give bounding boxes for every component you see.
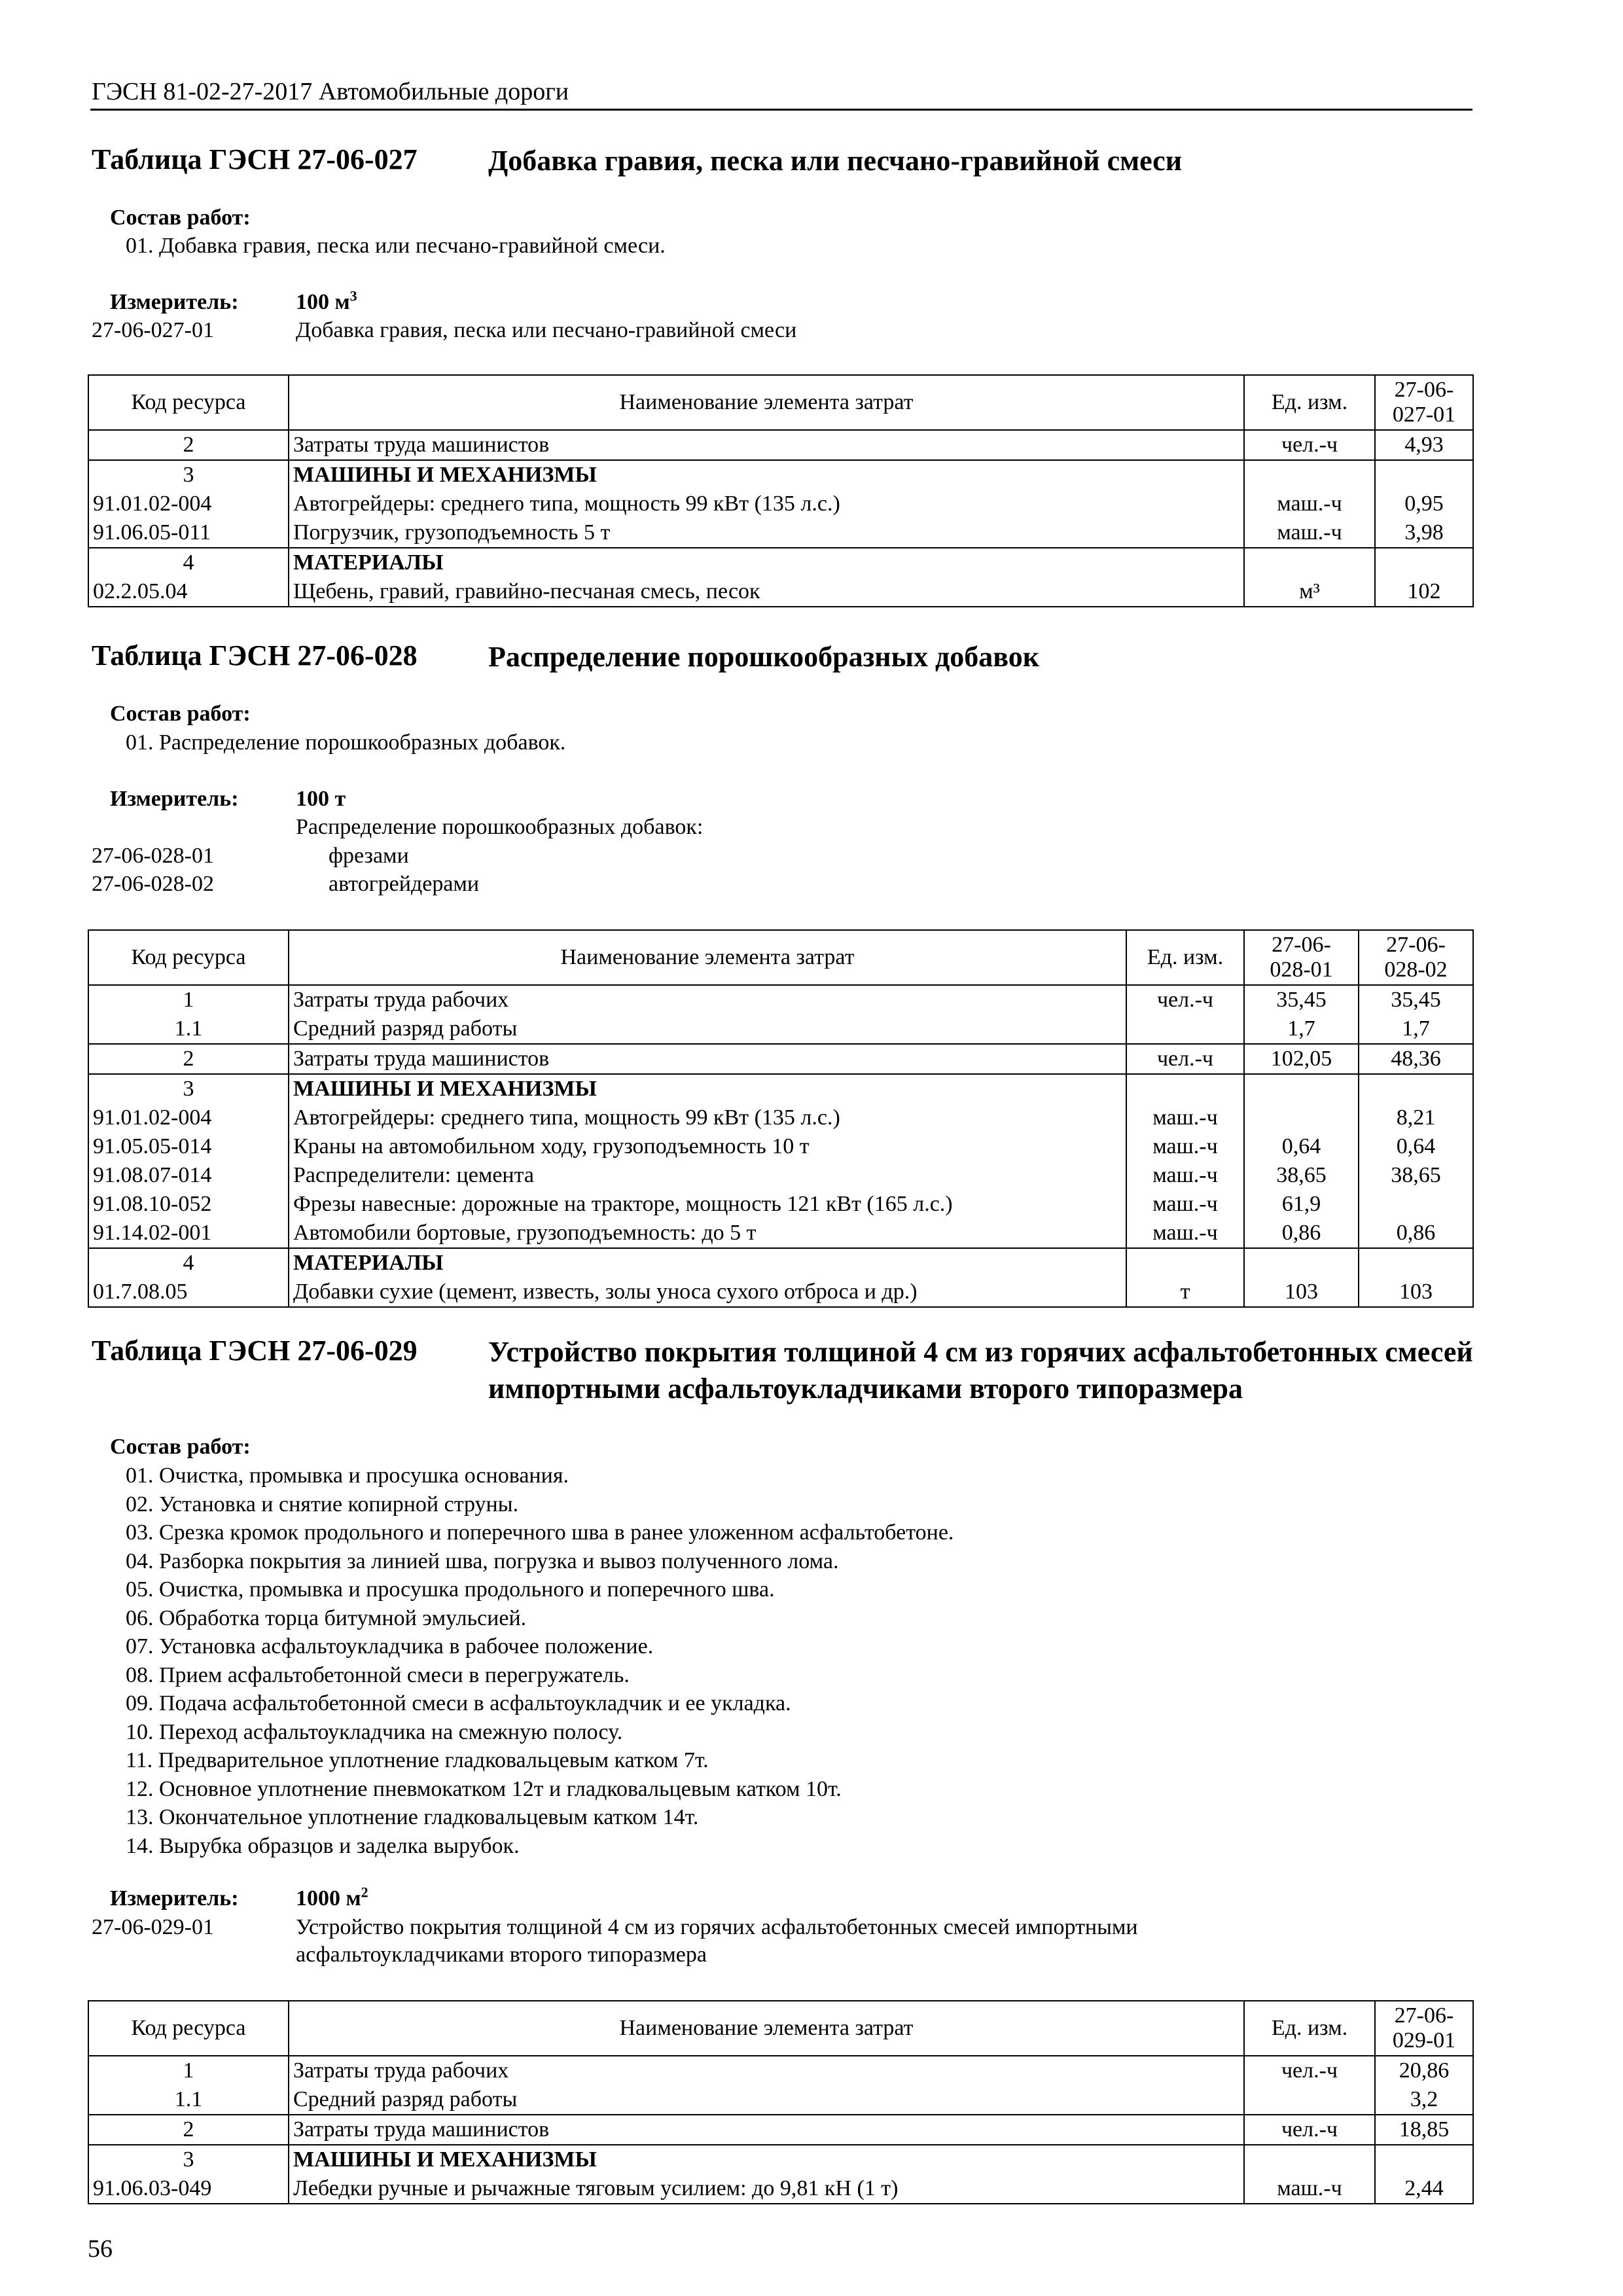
table-title: Добавка гравия, песка или песчано-гравийной смеси — [488, 145, 1183, 177]
cell-value: 0,95 — [1375, 490, 1473, 518]
cell-code: 91.06.03-049 — [88, 2174, 289, 2204]
cell-unit — [1244, 2085, 1375, 2115]
cell-value: 1,7 — [1359, 1014, 1473, 1044]
cell-unit: маш.-ч — [1126, 1103, 1244, 1132]
cell-value: 61,9 — [1244, 1190, 1359, 1219]
cell-value: 4,93 — [1375, 430, 1473, 460]
cell-value: 35,45 — [1359, 985, 1473, 1014]
cell-value: 0,64 — [1359, 1132, 1473, 1161]
cell-code: 4 — [88, 548, 289, 577]
cell-name: Распределители: цемента — [289, 1161, 1126, 1190]
cell-value: 3,98 — [1375, 518, 1473, 548]
measure-label: Измеритель: — [110, 1886, 239, 1910]
table-row — [88, 1014, 1473, 1044]
col-header-norm: 27-06- 028-01 — [1244, 930, 1359, 985]
work-item: 09. Подача асфальтобетонной смеси в асфальтоукладчик и ее укладка. — [126, 1691, 791, 1715]
col-header-name: Наименование элемента затрат — [289, 2001, 1244, 2056]
measure-label: Измеритель: — [110, 787, 239, 811]
col-header-code: Код ресурса — [88, 375, 289, 430]
cell-code: 91.08.07-014 — [88, 1161, 289, 1190]
work-item: 12. Основное уплотнение пневмокатком 12т и гладковальцевым катком 10т. — [126, 1776, 842, 1801]
norm-code: 27-06-028-01 — [92, 844, 214, 868]
work-item: 13. Окончательное уплотнение гладковальцевым катком 14т. — [126, 1805, 699, 1829]
cell-unit: м³ — [1244, 577, 1375, 607]
cell-value — [1359, 1248, 1473, 1278]
table-row — [88, 1103, 1473, 1132]
cell-unit: маш.-ч — [1244, 518, 1375, 548]
norm-code: 27-06-029-01 — [92, 1915, 214, 1939]
cell-code: 2 — [88, 2115, 289, 2145]
cell-name: Затраты труда машинистов — [289, 2115, 1244, 2145]
work-item: 08. Прием асфальтобетонной смеси в перегружатель. — [126, 1662, 630, 1687]
work-item: 04. Разборка покрытия за линией шва, погрузка и вывоз полученного лома. — [126, 1549, 839, 1573]
cell-name: Затраты труда рабочих — [289, 985, 1126, 1014]
table-row — [88, 1248, 1473, 1278]
cell-unit: маш.-ч — [1244, 490, 1375, 518]
cell-code: 91.01.02-004 — [88, 490, 289, 518]
cell-name: Затраты труда машинистов — [289, 430, 1244, 460]
cell-name: МАТЕРИАЛЫ — [289, 1248, 1126, 1278]
work-item: 14. Вырубка образцов и заделка вырубок. — [126, 1833, 520, 1858]
cell-name: Автогрейдеры: среднего типа, мощность 99 кВт (135 л.с.) — [289, 1103, 1126, 1132]
table-row — [88, 430, 1473, 460]
cell-code: 1.1 — [88, 2085, 289, 2115]
cell-name: МАШИНЫ И МЕХАНИЗМЫ — [289, 460, 1244, 490]
table-number: Таблица ГЭСН 27-06-027 — [92, 143, 418, 175]
cell-unit: чел.-ч — [1126, 985, 1244, 1014]
cell-value — [1375, 2145, 1473, 2174]
resource-table-027 — [88, 374, 1474, 607]
cell-unit — [1244, 548, 1375, 577]
resource-table-029 — [88, 2000, 1474, 2204]
table-row — [88, 2056, 1473, 2085]
cell-unit — [1244, 460, 1375, 490]
composition-label: Состав работ: — [110, 1435, 251, 1459]
cell-value — [1244, 1074, 1359, 1103]
cell-value: 48,36 — [1359, 1044, 1473, 1074]
table-header-row — [88, 930, 1473, 985]
measure-value: 100 т — [296, 787, 346, 811]
table-row — [88, 985, 1473, 1014]
table-row — [88, 460, 1473, 490]
cell-name: Затраты труда рабочих — [289, 2056, 1244, 2085]
cell-name: Средний разряд работы — [289, 2085, 1244, 2115]
cell-code: 1 — [88, 985, 289, 1014]
cell-name: МАШИНЫ И МЕХАНИЗМЫ — [289, 2145, 1244, 2174]
cell-name: Средний разряд работы — [289, 1014, 1126, 1044]
col-header-norm: 27-06- 028-02 — [1359, 930, 1473, 985]
work-item: 07. Установка асфальтоукладчика в рабочее положение. — [126, 1634, 654, 1659]
cell-unit: чел.-ч — [1244, 2115, 1375, 2145]
work-item: 02. Установка и снятие копирной струны. — [126, 1492, 519, 1516]
norm-code: 27-06-028-02 — [92, 872, 214, 896]
cell-value: 1,7 — [1244, 1014, 1359, 1044]
cell-code: 91.05.05-014 — [88, 1132, 289, 1161]
table-row — [88, 1161, 1473, 1190]
table-row — [88, 1190, 1473, 1219]
measure-value: 100 $м^3$ — [296, 287, 357, 314]
cell-value: 102 — [1375, 577, 1473, 607]
cell-unit: маш.-ч — [1244, 2174, 1375, 2204]
cell-unit — [1126, 1014, 1244, 1044]
cell-value: 2,44 — [1375, 2174, 1473, 2204]
cell-name: Лебедки ручные и рычажные тяговым усилием: до 9,81 кН (1 т) — [289, 2174, 1244, 2204]
cell-code: 3 — [88, 460, 289, 490]
cell-name: МАТЕРИАЛЫ — [289, 548, 1244, 577]
col-header-norm: 27-06- 029-01 — [1375, 2001, 1473, 2056]
table-heading-028 — [92, 639, 1040, 673]
cell-unit: маш.-ч — [1126, 1219, 1244, 1248]
cell-value: 38,65 — [1359, 1161, 1473, 1190]
cell-code: 1 — [88, 2056, 289, 2085]
norm-intro: Распределение порошкообразных добавок: — [296, 815, 704, 839]
cell-name: Автогрейдеры: среднего типа, мощность 99 кВт (135 л.с.) — [289, 490, 1244, 518]
cell-code: 3 — [88, 1074, 289, 1103]
measure-value: 1000 $м^2$ — [296, 1884, 368, 1910]
cell-code: 91.06.05-011 — [88, 518, 289, 548]
cell-unit — [1126, 1248, 1244, 1278]
norm-text: Устройство покрытия толщиной 4 см из горячих асфальтобетонных смесей импортными — [296, 1915, 1138, 1939]
cell-code: 1.1 — [88, 1014, 289, 1044]
table-row — [88, 1044, 1473, 1074]
cell-value: 0,86 — [1244, 1219, 1359, 1248]
resource-table-028 — [88, 929, 1474, 1308]
table-row — [88, 1074, 1473, 1103]
col-header-unit: Ед. изм. — [1244, 2001, 1375, 2056]
cell-unit — [1244, 2145, 1375, 2174]
work-item: 01. Распределение порошкообразных добавок. — [126, 730, 566, 755]
cell-unit: т — [1126, 1278, 1244, 1307]
page-number: 56 — [88, 2235, 113, 2263]
work-item: 01. Добавка гравия, песка или песчано-гравийной смеси. — [126, 234, 666, 258]
cell-unit: чел.-ч — [1244, 2056, 1375, 2085]
table-row — [88, 2115, 1473, 2145]
table-row — [88, 577, 1473, 607]
table-header-row — [88, 2001, 1473, 2056]
cell-code: 3 — [88, 2145, 289, 2174]
col-header-name: Наименование элемента затрат — [289, 930, 1126, 985]
norm-text: Добавка гравия, песка или песчано-гравийной смеси — [296, 318, 797, 342]
work-item: 05. Очистка, промывка и просушка продольного и поперечного шва. — [126, 1577, 775, 1602]
composition-label: Состав работ: — [110, 206, 251, 230]
cell-code: 91.01.02-004 — [88, 1103, 289, 1132]
cell-unit: маш.-ч — [1126, 1132, 1244, 1161]
cell-name: Погрузчик, грузоподъемность 5 т — [289, 518, 1244, 548]
cell-value: 8,21 — [1359, 1103, 1473, 1132]
cell-unit: чел.-ч — [1126, 1044, 1244, 1074]
table-number: Таблица ГЭСН 27-06-028 — [92, 639, 418, 672]
cell-value: 20,86 — [1375, 2056, 1473, 2085]
cell-name: Щебень, гравий, гравийно-песчаная смесь, песок — [289, 577, 1244, 607]
cell-name: МАШИНЫ И МЕХАНИЗМЫ — [289, 1074, 1126, 1103]
table-row — [88, 518, 1473, 548]
work-item: 11. Предварительное уплотнение гладковальцевым катком 7т. — [126, 1748, 709, 1772]
table-title: Распределение порошкообразных добавок — [488, 641, 1040, 673]
norm-text: фрезами — [329, 844, 409, 868]
cell-name: Краны на автомобильном ходу, грузоподъемность 10 т — [289, 1132, 1126, 1161]
norm-code: 27-06-027-01 — [92, 318, 214, 342]
table-row — [88, 2174, 1473, 2204]
cell-value: 0,64 — [1244, 1132, 1359, 1161]
cell-code: 4 — [88, 1248, 289, 1278]
table-heading-027 — [92, 143, 1183, 177]
cell-value: 35,45 — [1244, 985, 1359, 1014]
table-row — [88, 2145, 1473, 2174]
col-header-code: Код ресурса — [88, 930, 289, 985]
table-heading-029 — [92, 1334, 1473, 1405]
cell-value: 103 — [1359, 1278, 1473, 1307]
cell-value: 18,85 — [1375, 2115, 1473, 2145]
running-header: ГЭСН 81-02-27-2017 Автомобильные дороги — [92, 78, 569, 105]
cell-name: Фрезы навесные: дорожные на тракторе, мощность 121 кВт (165 л.с.) — [289, 1190, 1126, 1219]
table-row — [88, 490, 1473, 518]
table-title: Устройство покрытия толщиной 4 см из горячих асфальтобетонных смесей импортными асфальтоукладчиками второго типоразмера — [488, 1336, 1473, 1405]
table-row — [88, 548, 1473, 577]
cell-unit — [1126, 1074, 1244, 1103]
measure-label: Измеритель: — [110, 290, 239, 314]
cell-value: 103 — [1244, 1278, 1359, 1307]
table-row — [88, 1219, 1473, 1248]
cell-value — [1375, 460, 1473, 490]
work-item: 06. Обработка торца битумной эмульсией. — [126, 1605, 527, 1630]
composition-label: Состав работ: — [110, 702, 251, 726]
table-number: Таблица ГЭСН 27-06-029 — [92, 1335, 418, 1367]
table-row — [88, 2085, 1473, 2115]
table-row — [88, 1278, 1473, 1307]
cell-name: Добавки сухие (цемент, известь, золы уноса сухого отброса и др.) — [289, 1278, 1126, 1307]
cell-value: 102,05 — [1244, 1044, 1359, 1074]
col-header-unit: Ед. изм. — [1126, 930, 1244, 985]
work-item: 03. Срезка кромок продольного и поперечного шва в ранее уложенном асфальтобетоне. — [126, 1520, 954, 1545]
cell-name: Автомобили бортовые, грузоподъемность: до 5 т — [289, 1219, 1126, 1248]
norm-text: автогрейдерами — [329, 872, 480, 896]
norm-text-cont: асфальтоукладчиками второго типоразмера — [296, 1943, 707, 1967]
cell-value — [1244, 1248, 1359, 1278]
header-rule — [90, 109, 1472, 111]
cell-value: 38,65 — [1244, 1161, 1359, 1190]
cell-code: 91.08.10-052 — [88, 1190, 289, 1219]
cell-unit: чел.-ч — [1244, 430, 1375, 460]
cell-code: 2 — [88, 430, 289, 460]
cell-value — [1375, 548, 1473, 577]
cell-value: 3,2 — [1375, 2085, 1473, 2115]
cell-code: 02.2.05.04 — [88, 577, 289, 607]
col-header-code: Код ресурса — [88, 2001, 289, 2056]
col-header-name: Наименование элемента затрат — [289, 375, 1244, 430]
cell-name: Затраты труда машинистов — [289, 1044, 1126, 1074]
col-header-unit: Ед. изм. — [1244, 375, 1375, 430]
cell-value — [1244, 1103, 1359, 1132]
cell-value — [1359, 1190, 1473, 1219]
table-header-row — [88, 375, 1473, 430]
work-item: 10. Переход асфальтоукладчика на смежную полосу. — [126, 1719, 623, 1744]
cell-code: 91.14.02-001 — [88, 1219, 289, 1248]
work-item: 01. Очистка, промывка и просушка основания. — [126, 1463, 569, 1488]
cell-value — [1359, 1074, 1473, 1103]
cell-value: 0,86 — [1359, 1219, 1473, 1248]
cell-unit: маш.-ч — [1126, 1190, 1244, 1219]
cell-code: 01.7.08.05 — [88, 1278, 289, 1307]
cell-unit: маш.-ч — [1126, 1161, 1244, 1190]
table-row — [88, 1132, 1473, 1161]
col-header-norm: 27-06- 027-01 — [1375, 375, 1473, 430]
cell-code: 2 — [88, 1044, 289, 1074]
